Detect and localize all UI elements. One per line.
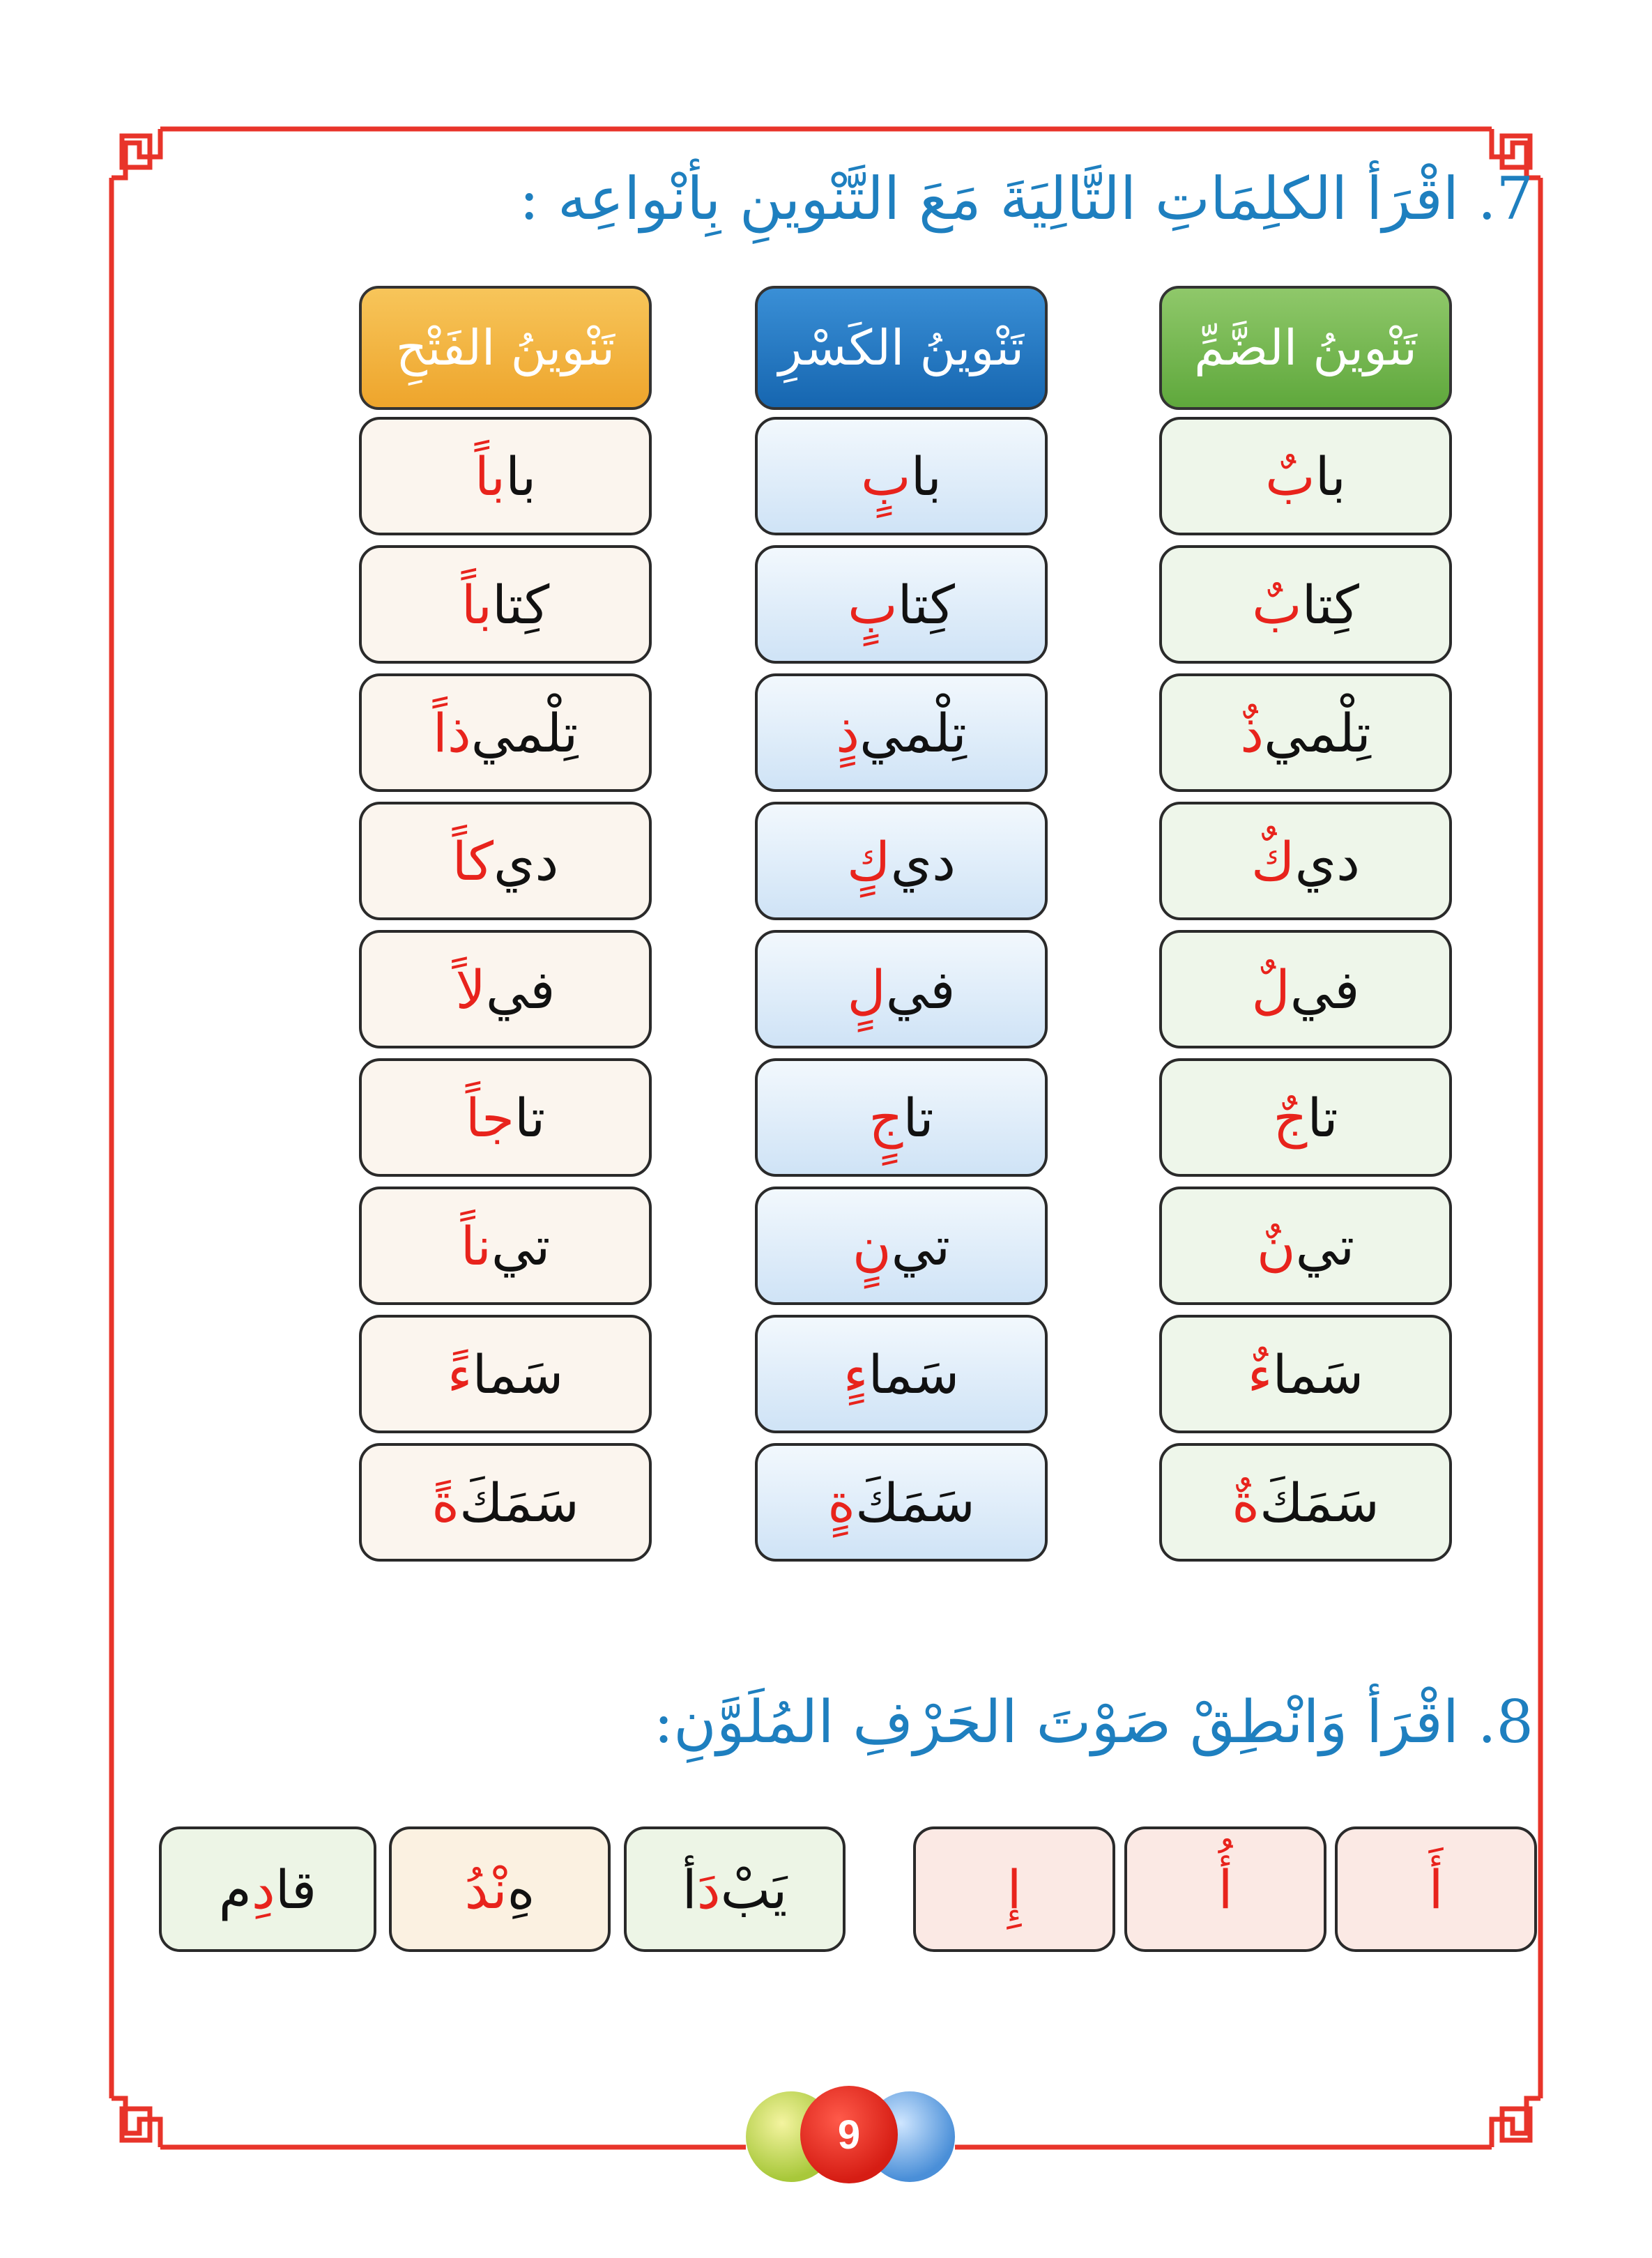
page-number: 9 [800,2086,898,2183]
exercise-7-title: اقْرَأ الكلِمَاتِ التَّالِيَةَ مَعَ التَّنْوينِ بِأنْواعِه : [519,165,1460,233]
exercise-8-heading [654,1687,1534,1757]
word-card: با باً [359,417,652,535]
word-card: تِلْمي ذٍ [755,673,1048,792]
word-card: دي كاً [359,802,652,920]
word-card: سَمَكَ ةٍ [755,1443,1048,1562]
word-card: دي كٍ [755,802,1048,920]
word-card: سَمَكَ ةٌ [1159,1443,1452,1562]
word-card: قا دِ م [159,1826,376,1952]
word-card: في لٍ [755,930,1048,1048]
letter-card: أَ [1335,1826,1537,1952]
letter-card: إِ [913,1826,1115,1952]
word-card: هِ نْدُ [389,1826,611,1952]
column-header: تَنْوينُ الكَسْرِ [755,286,1048,410]
exercise-8-number: 8. [1477,1688,1534,1756]
word-card: با بٍ [755,417,1048,535]
word-card: في لٌ [1159,930,1452,1048]
exercise-8-title: اقْرَأ وَانْطِقْ صَوْتَ الحَرْفِ المُلَوَّنِ: [653,1688,1460,1756]
word-card: كِتا بٍ [755,545,1048,664]
exercise-7-number: 7. [1477,165,1534,233]
word-card: تا جٍ [755,1058,1048,1177]
column-header: تَنْوينُ الفَتْحِ [359,286,652,410]
column-header: تَنْوينُ الضَّمِّ [1159,286,1452,410]
word-card: تي ناً [359,1187,652,1305]
word-card: كِتا بٌ [1159,545,1452,664]
exercise-7-heading [519,164,1534,234]
word-card: با بٌ [1159,417,1452,535]
word-card: تي نٍ [755,1187,1048,1305]
letter-card: أُ [1124,1826,1326,1952]
word-card: تا جٌ [1159,1058,1452,1177]
word-card: سَما ءٍ [755,1315,1048,1433]
word-card: تي نٌ [1159,1187,1452,1305]
word-card: تِلْمي ذٌ [1159,673,1452,792]
word-card: في لاً [359,930,652,1048]
word-card: يَبْ دَ أ [624,1826,846,1952]
word-card: سَما ءً [359,1315,652,1433]
word-card: تا جاً [359,1058,652,1177]
word-card: سَما ءٌ [1159,1315,1452,1433]
word-card: تِلْمي ذاً [359,673,652,792]
word-card: دي كٌ [1159,802,1452,920]
word-card: كِتا باً [359,545,652,664]
word-card: سَمَكَ ةً [359,1443,652,1562]
